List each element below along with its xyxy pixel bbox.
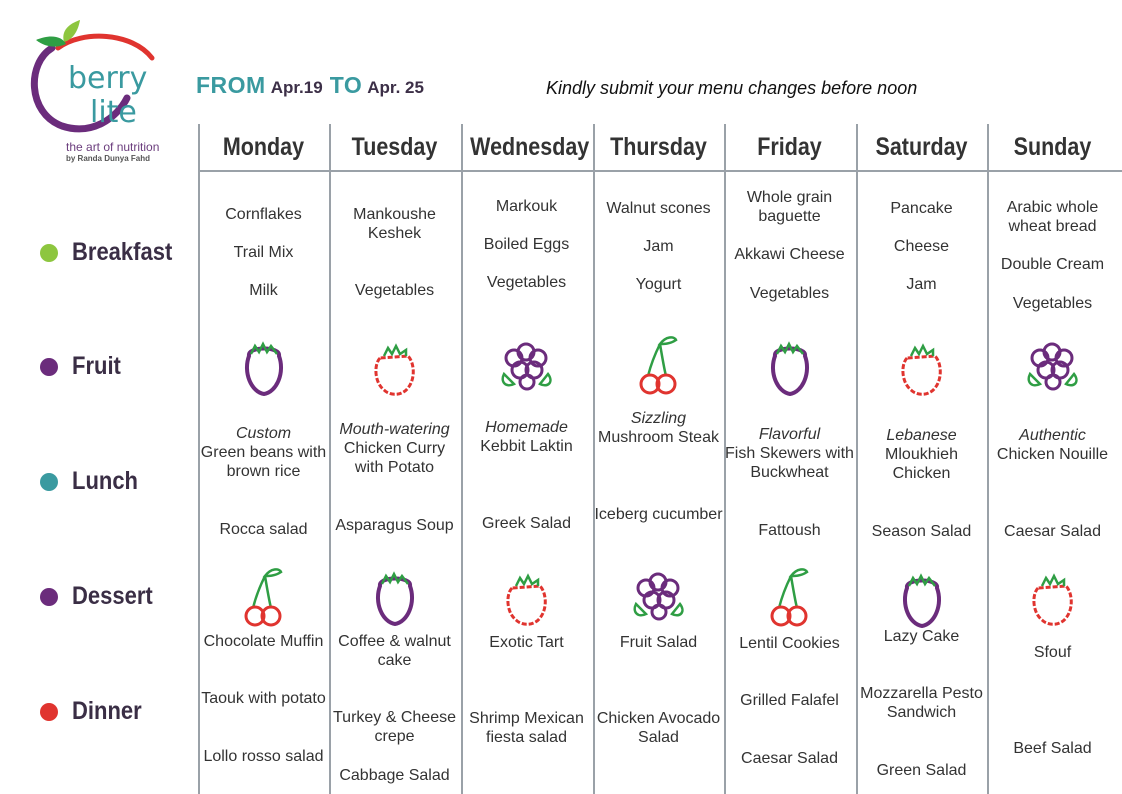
dinner-item: Chicken Avocado Salad <box>596 710 721 746</box>
breakfast-item: Akkawi Cheese <box>734 246 845 263</box>
row-label-text: Dessert <box>72 582 153 610</box>
day-header-tuesday: Tuesday <box>351 133 438 161</box>
lunch-dish: Kebbit Laktin <box>480 438 573 455</box>
dinner-item: Shrimp Mexican fiesta salad <box>469 710 584 746</box>
dinner-item: Turkey & Cheese crepe <box>332 709 456 745</box>
to-label: TO <box>329 72 363 98</box>
row-label-text: Breakfast <box>72 238 173 266</box>
raspberry-icon <box>492 564 562 634</box>
lunch-side-dish: Caesar Salad <box>1004 523 1101 540</box>
row-label-text: Dinner <box>72 697 142 725</box>
breakfast-item: Double Cream <box>1000 256 1105 273</box>
from-date: Apr.19 <box>270 78 323 97</box>
blackberry-icon <box>624 560 694 630</box>
dinner-item: Lollo rosso salad <box>203 748 324 765</box>
fig-icon <box>755 334 825 404</box>
dinner-item: Taouk with potato <box>201 690 326 707</box>
blackberry-icon <box>492 330 562 400</box>
raspberry-icon <box>1018 564 1088 634</box>
lunch-main-dish <box>461 418 592 456</box>
dessert-item: Fruit Salad <box>619 634 698 651</box>
day-header-saturday: Saturday <box>875 133 968 161</box>
cherry-icon <box>755 562 825 632</box>
day-header-friday: Friday <box>757 133 822 161</box>
lunch-main-dish <box>987 426 1118 464</box>
lunch-adjective: Flavorful <box>758 426 821 443</box>
lunch-side-dish: Greek Salad <box>482 515 571 532</box>
dessert-item: Chocolate Muffin <box>203 633 324 650</box>
lunch-main-dish <box>856 426 987 483</box>
blackberry-icon <box>1018 330 1088 400</box>
fig-icon <box>229 334 299 404</box>
notice-text: Kindly submit your menu changes before noon <box>546 78 918 98</box>
lunch-adjective: Authentic <box>1019 427 1086 444</box>
lunch-dish: Chicken Nouille <box>996 446 1109 463</box>
breakfast-item: Arabic whole wheat bread <box>1006 199 1099 235</box>
lunch-dish: Fish Skewers with Buckwheat <box>725 445 854 481</box>
lunch-main-dish <box>329 420 460 477</box>
dessert-item: Exotic Tart <box>489 634 564 651</box>
dessert-item: Lazy Cake <box>883 628 960 645</box>
column-divider <box>593 124 595 794</box>
lunch-side-dish: Season Salad <box>871 523 972 540</box>
dinner-item: Mozzarella Pesto Sandwich <box>860 685 983 721</box>
breakfast-item: Walnut scones <box>606 200 711 217</box>
row-label-text: Lunch <box>72 467 138 495</box>
svg-text:lite: lite <box>90 95 137 130</box>
row-label-dinner <box>40 697 151 726</box>
breakfast-item: Vegetables <box>1012 295 1093 312</box>
header-divider <box>198 170 1122 172</box>
breakfast-item: Jam <box>643 238 674 255</box>
lunch-side-dish: Iceberg cucumber <box>594 506 723 523</box>
lunch-main-dish <box>593 409 724 447</box>
breakfast-item: Pancake <box>890 200 953 217</box>
cherry-icon <box>624 330 694 400</box>
breakfast-item: Whole grain baguette <box>746 189 833 225</box>
breakfast-item: Trail Mix <box>233 244 294 261</box>
lunch-adjective: Custom <box>235 425 292 442</box>
day-header-monday: Monday <box>222 133 305 161</box>
row-label-text: Fruit <box>72 352 121 380</box>
row-dot <box>40 244 58 262</box>
breakfast-item: Vegetables <box>486 274 567 291</box>
raspberry-icon <box>360 334 430 404</box>
lunch-adjective: Mouth-watering <box>339 421 450 438</box>
lunch-side-dish: Fattoush <box>758 522 821 539</box>
row-label-lunch <box>40 467 147 496</box>
dinner-item: Cabbage Salad <box>339 767 450 784</box>
dinner-item: Grilled Falafel <box>740 692 839 709</box>
lunch-side-dish: Rocca salad <box>219 521 308 538</box>
lunch-adjective: Sizzling <box>630 410 687 427</box>
breakfast-item: Vegetables <box>749 285 830 302</box>
breakfast-item: Vegetables <box>354 282 435 299</box>
breakfast-item: Markouk <box>495 198 558 215</box>
date-range <box>196 72 428 104</box>
to-date: Apr. 25 <box>367 78 424 97</box>
row-dot <box>40 358 58 376</box>
logo-tagline: the art of nutrition <box>66 140 160 154</box>
fig-icon <box>887 566 957 636</box>
lunch-adjective: Lebanese <box>886 427 957 444</box>
breakfast-item: Mankoushe Keshek <box>353 206 436 242</box>
lunch-adjective: Homemade <box>485 419 568 436</box>
dessert-item: Coffee & walnut cake <box>338 633 451 669</box>
fig-icon <box>360 564 430 634</box>
day-header-sunday: Sunday <box>1013 133 1092 161</box>
row-dot <box>40 473 58 491</box>
row-dot <box>40 588 58 606</box>
svg-text:berry: berry <box>68 61 148 96</box>
lunch-dish: Mloukhieh Chicken <box>885 446 958 482</box>
row-label-breakfast <box>40 238 186 267</box>
dessert-item: Sfouf <box>1033 644 1072 661</box>
row-label-fruit <box>40 352 128 381</box>
dinner-item: Caesar Salad <box>741 750 838 767</box>
lunch-dish: Green beans with brown rice <box>200 444 327 480</box>
lunch-main-dish <box>724 425 855 482</box>
day-header-thursday: Thursday <box>610 133 707 161</box>
lunch-dish: Chicken Curry with Potato <box>343 440 446 476</box>
breakfast-item: Milk <box>249 282 278 299</box>
column-divider <box>461 124 463 794</box>
breakfast-item: Boiled Eggs <box>483 236 570 253</box>
breakfast-item: Cornflakes <box>225 206 302 223</box>
dinner-item: Green Salad <box>876 762 967 779</box>
lunch-main-dish <box>198 424 329 481</box>
raspberry-icon <box>887 334 957 404</box>
lunch-side-dish: Asparagus Soup <box>335 517 454 534</box>
lunch-dish: Mushroom Steak <box>598 429 719 446</box>
from-label: FROM <box>196 72 266 98</box>
dinner-item: Beef Salad <box>1013 740 1092 757</box>
logo-byline: by Randa Dunya Fahd <box>66 154 151 163</box>
breakfast-item: Jam <box>906 276 937 293</box>
row-dot <box>40 703 58 721</box>
dessert-item: Lentil Cookies <box>739 635 840 652</box>
breakfast-item: Yogurt <box>635 276 682 293</box>
cherry-icon <box>229 562 299 632</box>
row-label-dessert <box>40 582 164 611</box>
breakfast-item: Cheese <box>893 238 950 255</box>
day-header-wednesday: Wednesday <box>470 133 590 161</box>
